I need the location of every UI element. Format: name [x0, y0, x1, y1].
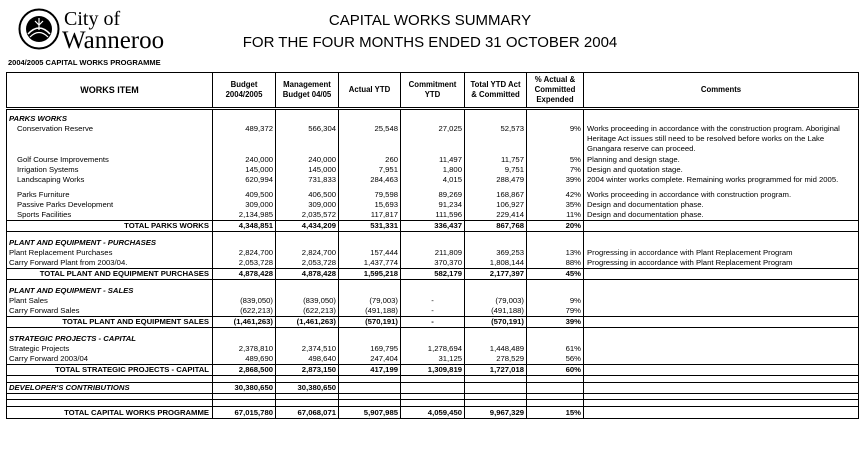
col-header-budget: Budget 2004/2005 [213, 73, 276, 109]
table-row: Sports Facilities 2,134,985 2,035,572 117,817 111,596 229,414 11% Design and documentation phase. [7, 210, 859, 221]
section-heading: PLANT AND EQUIPMENT - PURCHASES [7, 238, 859, 248]
table-row: Carry Forward Plant from 2003/04. 2,053,728 2,053,728 1,437,774 370,370 1,808,144 88% Progressing in accordance with Plant Replacement Program [7, 258, 859, 269]
city-logo [18, 6, 188, 58]
report-subtitle: FOR THE FOUR MONTHS ENDED 31 OCTOBER 2004 [242, 34, 618, 51]
grand-total-row: TOTAL CAPITAL WORKS PROGRAMME 67,015,780 67,068,071 5,907,985 4,059,450 9,967,329 15% [7, 407, 859, 419]
section-heading: PARKS WORKS [7, 114, 859, 124]
capital-works-table [6, 72, 859, 419]
header-row [7, 73, 859, 109]
table-row: Irrigation Systems 145,000 145,000 7,951 1,800 9,751 7% Design and quotation stage. [7, 165, 859, 175]
programme-label: 2004/2005 CAPITAL WORKS PROGRAMME [8, 58, 161, 67]
developer-contributions-row: DEVELOPER'S CONTRIBUTIONS 30,380,650 30,380,650 [7, 383, 859, 394]
table-row: Landscaping Works 620,994 731,833 284,463 4,015 288,479 39% 2004 winter works complete. Remaining works programmed for mid 2005. [7, 175, 859, 185]
subtotal-row: TOTAL PLANT AND EQUIPMENT SALES (1,461,263) (1,461,263) (570,191) - (570,191) 39% [7, 317, 859, 328]
table-row: Plant Sales (839,050) (839,050) (79,003) - (79,003) 9% [7, 296, 859, 306]
subtotal-row: TOTAL PARKS WORKS 4,348,851 4,434,209 531,331 336,437 867,768 20% [7, 221, 859, 232]
table-row: Carry Forward 2003/04 489,690 498,640 247,404 31,125 278,529 56% [7, 354, 859, 365]
table-row: Strategic Projects 2,378,810 2,374,510 169,795 1,278,694 1,448,489 61% [7, 344, 859, 354]
city-name-line1: City of [64, 8, 121, 30]
report-title: CAPITAL WORKS SUMMARY [328, 12, 532, 29]
subtotal-row: TOTAL PLANT AND EQUIPMENT PURCHASES 4,878,428 4,878,428 1,595,218 582,179 2,177,397 45% [7, 269, 859, 280]
table-row: Conservation Reserve 489,372 566,304 25,548 27,025 52,573 9% Works proceeding in accordance with the construction program. Aboriginal Heritage Act issues still need to be resolved before works on the Lake Gnangara reserve can proceed. [7, 124, 859, 155]
table-row: Carry Forward Sales (622,213) (622,213) (491,188) - (491,188) 79% [7, 306, 859, 317]
city-seal-icon [18, 8, 60, 50]
section-heading: PLANT AND EQUIPMENT - SALES [7, 286, 859, 296]
col-header-mgmt: Management Budget 04/05 [276, 73, 339, 109]
section-heading: STRATEGIC PROJECTS - CAPITAL [7, 334, 859, 344]
subtotal-row: TOTAL STRATEGIC PROJECTS - CAPITAL 2,868,500 2,873,150 417,199 1,309,819 1,727,018 60% [7, 365, 859, 376]
table-row: Passive Parks Development 309,000 309,000 15,693 91,234 106,927 35% Design and documentation phase. [7, 200, 859, 210]
col-header-comments: Comments [584, 73, 859, 109]
col-header-pct: % Actual & Committed Expended [527, 73, 584, 109]
col-header-actual: Actual YTD [339, 73, 401, 109]
col-header-commit: Commitment YTD [401, 73, 465, 109]
col-header-item: WORKS ITEM [7, 73, 213, 109]
table-row: Golf Course Improvements 240,000 240,000 260 11,497 11,757 5% Planning and design stage. [7, 155, 859, 165]
col-header-total: Total YTD Act & Committed [465, 73, 527, 109]
city-name-line2: Wanneroo [62, 27, 165, 54]
table-row: Plant Replacement Purchases 2,824,700 2,824,700 157,444 211,809 369,253 13% Progressing in accordance with Plant Replacement Program [7, 248, 859, 258]
table-row: Parks Furniture 409,500 406,500 79,598 89,269 168,867 42% Works proceeding in accordance with construction program. [7, 190, 859, 200]
